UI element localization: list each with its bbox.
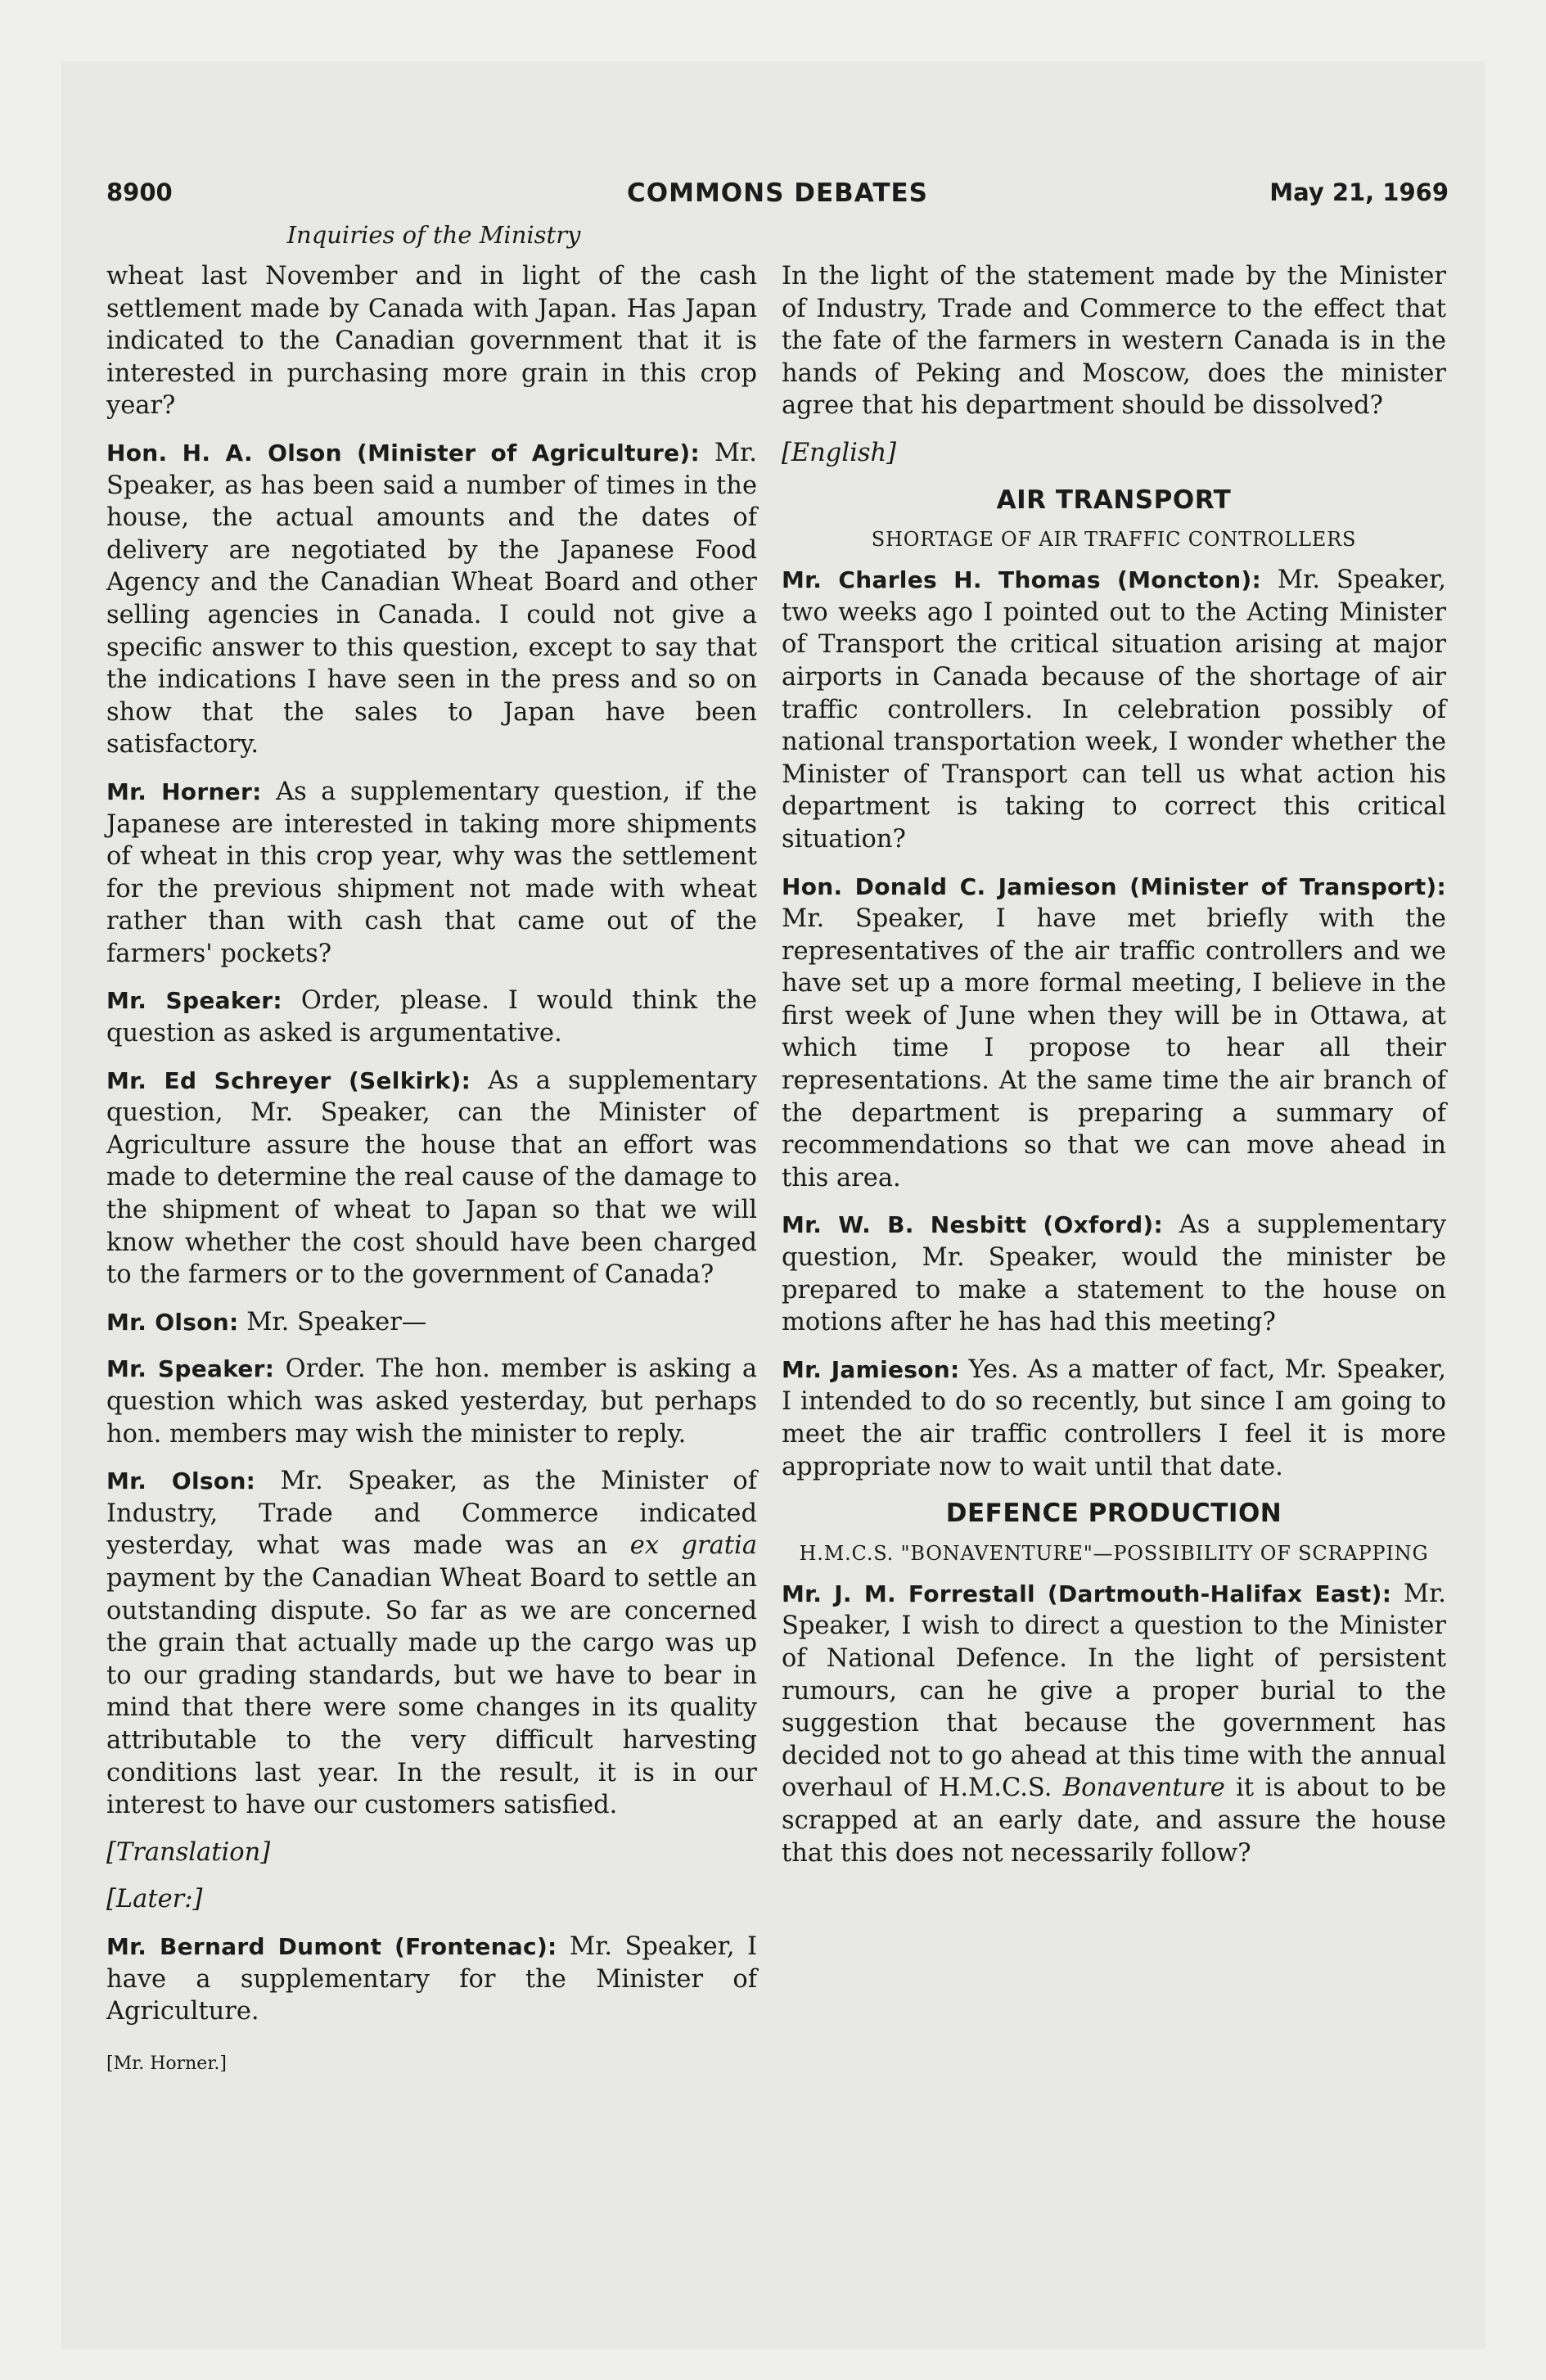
paragraph: Mr. Charles H. Thomas (Moncton): Mr. Speaker, two weeks ago I pointed out to the Acting Minister of Transport the critical situation arising at major airports in Canada because of the shortage of air traffic controllers. In celebration possibly of national transportation week, I wonder whether the Minister of Transport can tell us what action his department is taking to correct this critical situation? [782, 566, 1446, 854]
translation-tag: [Translation] [106, 1837, 271, 1867]
speaker-name: Mr. Jamieson: [782, 1355, 960, 1383]
speaker-name: Mr. Speaker: [106, 987, 282, 1015]
subsection-heading: H.M.C.S. "BONAVENTURE"—POSSIBILITY OF SCRAPPING [799, 1541, 1429, 1565]
speaker-name: Hon. H. A. Olson (Minister of Agriculture): [106, 439, 700, 467]
speaker-name: Mr. J. M. Forrestall (Dartmouth-Halifax East): [782, 1580, 1392, 1607]
paragraph: Mr. W. B. Nesbitt (Oxford): As a supplementary question, Mr. Speaker, would the minister be prepared to make a statement to the house on motions after he has had this meeting? [782, 1210, 1446, 1337]
subsection-heading: SHORTAGE OF AIR TRAFFIC CONTROLLERS [871, 528, 1357, 552]
page-header [106, 178, 1449, 211]
paragraph: Mr. Jamieson: Yes. As a matter of fact, Mr. Speaker, I intended to do so recently, but since I am going to meet the air traffic controllers I feel it is more appropriate now to wait until that date. [782, 1355, 1446, 1481]
paragraph: Mr. Olson: Mr. Speaker, as the Minister of Industry, Trade and Commerce indicated yesterday, what was made was an ex gratia payment by the Canadian Wheat Board to settle an outstanding dispute. So far as we are concerned the grain that actually made up the cargo was up to our grading standards, but we have to bear in mind that there were some changes in its quality attributable to the very difficult harvesting conditions last year. In the result, it is in our interest to have our customers satisfied. [106, 1467, 757, 1820]
paragraph: In the light of the statement made by the Minister of Industry, Trade and Commerce to the effect that the fate of the farmers in western Canada is in the hands of Peking and Moscow, does the minister agree that his department should be dissolved? [782, 262, 1446, 421]
speaker-name: Mr. Olson: [106, 1308, 239, 1336]
section-heading: AIR TRANSPORT [996, 485, 1232, 515]
paragraph: Mr. J. M. Forrestall (Dartmouth-Halifax East): Mr. Speaker, I wish to direct a question to the Minister of National Defence. In the light of persistent rumours, can he give a proper burial to the suggestion that because the government has decided not to go ahead at this time with the annual overhaul of H.M.C.S. Bonaventure it is about to be scrapped at an early date, and assure the house that this does not necessarily follow? [782, 1579, 1446, 1868]
speaker-name: Hon. Donald C. Jamieson (Minister of Transport): [782, 872, 1446, 900]
paragraph: Mr. Horner: As a supplementary question, if the Japanese are interested in taking more shipments of wheat in this crop year, why was the settlement for the previous shipment not made with wheat rather than with cash that came out of the farmers' pockets? [106, 777, 757, 968]
paragraph: Mr. Olson: Mr. Speaker— [106, 1307, 427, 1336]
speaker-name: Mr. Ed Schreyer (Selkirk): [106, 1066, 471, 1094]
paragraph: Mr. Speaker: Order, please. I would think the question as asked is argumentative. [106, 986, 757, 1048]
paragraph: Mr. Ed Schreyer (Selkirk): As a supplementary question, Mr. Speaker, can the Minister of Agriculture assure the house that an effort was made to determine the real cause of the damage to the shipment of wheat to Japan so that we will know whether the cost should have been charged to the farmers or to the government of Canada? [106, 1066, 757, 1290]
paragraph: Hon. Donald C. Jamieson (Minister of Transport): Mr. Speaker, I have met briefly with the representatives of the air traffic controllers and we have set up a more formal meeting, I believe in the first week of June when they will be in Ottawa, at which time I propose to hear all their representations. At the same time the air branch of the department is preparing a summary of recommendations so that we can move ahead in this area. [782, 872, 1446, 1192]
left-column [106, 260, 757, 2080]
paragraph: wheat last November and in light of the cash settlement made by Canada with Japan. Has Japan indicated to the Canadian government that it is interested in purchasing more grain in this crop year? [106, 262, 757, 421]
paragraph: Mr. Bernard Dumont (Frontenac): Mr. Speaker, I have a supplementary for the Minister of Agriculture. [106, 1931, 757, 2026]
publication-title: COMMONS DEBATES [627, 178, 928, 208]
page-date: May 21, 1969 [1269, 178, 1449, 206]
speaker-name: Mr. Olson: [106, 1467, 256, 1495]
page-number: 8900 [106, 178, 173, 206]
speaker-name: Mr. Horner: [106, 778, 262, 805]
right-column [782, 260, 1446, 1884]
section-heading: DEFENCE PRODUCTION [945, 1499, 1282, 1529]
english-tag: [English] [782, 438, 897, 467]
page-footer-note: [Mr. Horner.] [106, 2053, 228, 2074]
speaker-name: Mr. Charles H. Thomas (Moncton): [782, 566, 1262, 594]
paragraph: Mr. Speaker: Order. The hon. member is asking a question which was asked yesterday, but perhaps hon. members may wish the minister to reply. [106, 1355, 757, 1449]
paragraph: Hon. H. A. Olson (Minister of Agriculture): Mr. Speaker, as has been said a number of times in the house, the actual amounts and the dates of delivery are negotiated by the Japanese Food Agency and the Canadian Wheat Board and other selling agencies in Canada. I could not give a specific answer to this question, except to say that the indications I have seen in the press and so on show that the sales to Japan have been satisfactory. [106, 438, 757, 760]
running-head: Inquiries of the Ministry [286, 221, 581, 249]
speaker-name: Mr. W. B. Nesbitt (Oxford): [782, 1211, 1164, 1239]
later-tag: [Later:] [106, 1885, 203, 1914]
speaker-name: Mr. Speaker: [106, 1355, 275, 1383]
speaker-name: Mr. Bernard Dumont (Frontenac): [106, 1932, 557, 1960]
